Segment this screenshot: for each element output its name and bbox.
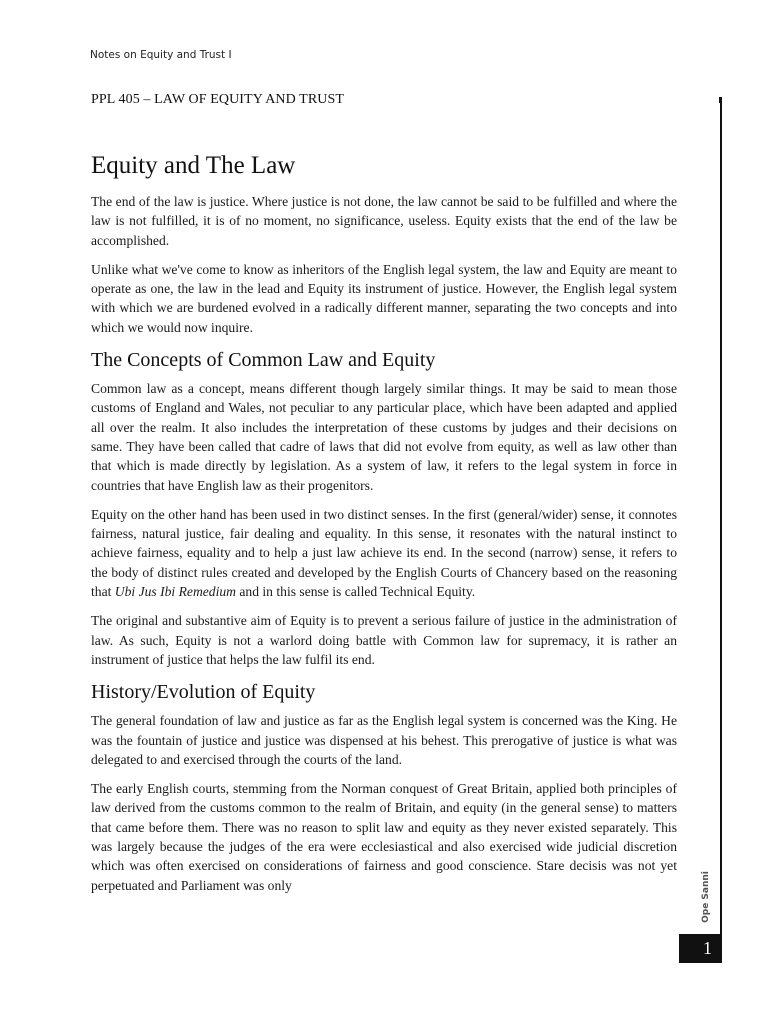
text-run: and in this sense is called Technical Equity. <box>235 584 476 600</box>
paragraph: The general foundation of law and justice as far as the English legal system is concerned was the King. He was the fountain of justice and justice was dispensed at his behest. This prerogative of justice is what was delegated to and exercised through the courts of the land. <box>91 713 677 767</box>
latin-maxim: Ubi Jus Ibi Remedium <box>114 584 236 600</box>
course-code: PPL 405 – LAW OF EQUITY AND TRUST <box>91 92 345 107</box>
paragraph: Unlike what we've come to know as inheritors of the English legal system, the law and Equity are meant to operate as one, the law in the lead and Equity its instrument of justice. However, the English legal system with which we are burdened evolved in a radically different manner, separating the two concepts and into which we would now inquire. <box>91 261 677 335</box>
paragraph <box>91 505 677 601</box>
document-body <box>91 150 677 905</box>
page-number-text: 1 <box>703 938 712 958</box>
section-title-equity-and-the-law: Equity and The Law <box>91 152 296 179</box>
paragraph: The original and substantive aim of Equity is to prevent a serious failure of justice in the administration of law. As such, Equity is not a warlord doing battle with Common law for supremacy, it is rather an instrument of justice that helps the law fulfil its end. <box>91 613 677 667</box>
running-header: Notes on Equity and Trust I <box>90 49 232 61</box>
section-title-history: History/Evolution of Equity <box>91 681 316 704</box>
text-run: Equity on the other hand has been used in two distinct senses. In the first (general/wider) sense, it connotes fairness, natural justice, fair dealing and equality. In this sense, it resonates with the natural instinct to achieve fairness, equality and to help a just law achieve its end. In the second (narrow) sense, it refers to the body of distinct rules created and developed by the English Courts of Chancery based on the reasoning that <box>91 506 677 600</box>
paragraph: The end of the law is justice. Where justice is not done, the law cannot be said to be fulfilled and where the law is not fulfilled, it is of no moment, no significance, useless. Equity exists that the end of the law be accomplished. <box>91 194 677 248</box>
paragraph: The early English courts, stemming from the Norman conquest of Great Britain, applied both principles of law derived from the customs common to the realm of Britain, and equity (in the general sense) to matters that came before them. There was no reason to split law and equity as they never existed separately. This was largely because the judges of the era were ecclesiastical and also exercised wide judicial discretion which was often exercised on considerations of fairness and good conscience. Stare decisis was not yet perpetuated and Parliament was only <box>91 781 677 893</box>
section-title-concepts: The Concepts of Common Law and Equity <box>91 349 436 372</box>
paragraph: Common law as a concept, means different though largely similar things. It may be said to mean those customs of England and Wales, not peculiar to any particular place, which have been adapted and applied all over the realm. It also includes the interpretation of these customs by judges and their decisions on same. They have been called that cadre of laws that did not evolve from equity, as well as law other than that which is made directly by legislation. As a system of law, it refers to the legal system in force in countries that have English law as their progenitors. <box>91 381 677 493</box>
page-number <box>679 934 722 963</box>
author-label <box>696 862 716 932</box>
margin-rule <box>720 97 722 935</box>
author-name: Ope Sanni <box>701 871 712 923</box>
